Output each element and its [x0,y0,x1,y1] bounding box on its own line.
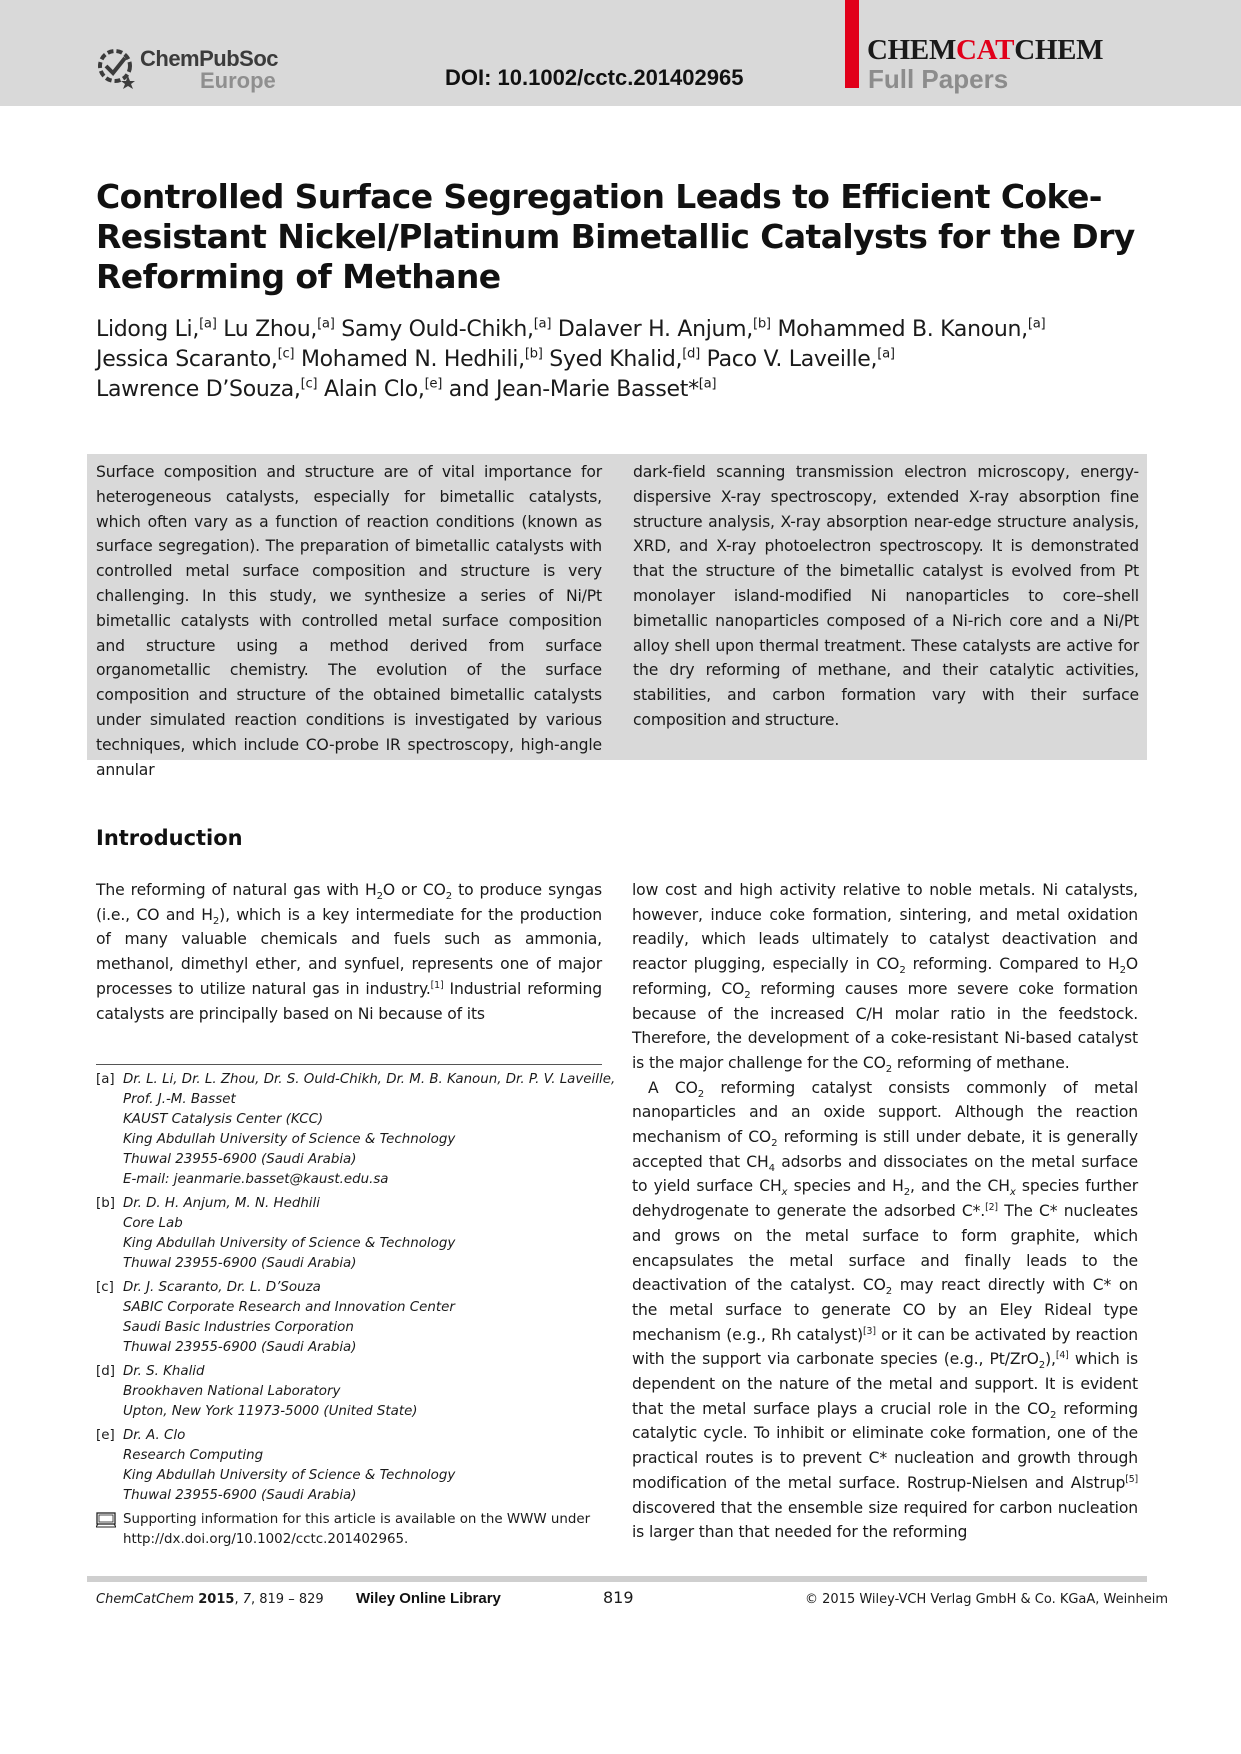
text-run: which is dependent on the nature of the metal and support. It is evident that the metal surface plays a crucial role in the CO [632,1350,1138,1418]
intro-right-paragraph-2 [632,1076,1138,1545]
citation-mark[interactable]: [2] [985,1201,998,1213]
footnote-line: Prof. J.-M. Basset [123,1092,236,1107]
author-line [96,375,1176,405]
supporting-info-link[interactable]: http://dx.doi.org/10.1002/cctc.201402965. [123,1532,409,1547]
footnote-line: King Abdullah University of Science & Technology [123,1236,456,1251]
footnote-line: Saudi Basic Industries Corporation [123,1320,354,1335]
footer-volume: 7 [242,1592,251,1607]
footer-bar [87,1576,1147,1582]
citation-mark[interactable]: [5] [1125,1473,1138,1485]
footnote-line: Dr. S. Khalid [123,1364,205,1379]
text-run: A CO [648,1078,698,1097]
text-run: ), which is a key intermediate for the production of many valuable chemicals and fuels such as ammonia, methanol, dimethyl ether, and synfuel, represents one of major processes to utilize natural gas in industry. [96,905,602,998]
text-run: to produce syngas (i.e., CO and H [96,881,602,924]
article-doi: DOI: 10.1002/cctc.201402965 [445,65,744,90]
text-run: 2 [697,1088,705,1100]
author-affiliation-mark: [a] [1027,316,1046,332]
citation-mark[interactable]: [1] [430,979,444,991]
journal-name [867,34,1103,67]
intro-right-paragraph-1 [632,878,1138,1076]
computer-icon [96,1512,116,1528]
section-heading-introduction: Introduction [96,826,243,850]
footnote-list [96,1070,616,1506]
author-line [96,315,1176,345]
author-name: Mohammed B. Kanoun, [770,317,1028,342]
text-run: reforming causes more severe coke formation because of the increased C/H molar ratio in the feedstock. Therefore, the development of a coke-resistant Ni-based catalyst is the major challenge for the CO [632,979,1138,1072]
text-run: 2 [771,1138,778,1150]
chempubsoc-logo [96,44,286,96]
author-name: Lidong Li, [96,317,200,342]
text-run: 2 [376,891,383,903]
text-run: low cost and high activity relative to noble metals. Ni catalysts, however, induce coke formation, sintering, and metal oxidation readily, which leads ultimately to catalyst deactivation and reactor plugging, especially in CO [632,881,1138,974]
footnote-line: Dr. A. Clo [123,1428,186,1443]
text-run: The C* nucleates and grows on the metal surface to form graphite, which encapsulates the metal surface and finally leads to the deactivation of the catalyst. CO [632,1202,1139,1295]
text-run: species further dehydrogenate to generate the adsorbed C*. [632,1177,1139,1221]
footnote-line: Dr. L. Li, Dr. L. Zhou, Dr. S. Ould-Chikh, Dr. M. B. Kanoun, Dr. P. V. Laveille, [123,1072,616,1087]
text-run: 2 [1038,1360,1046,1372]
footnote-line[interactable]: E-mail: jeanmarie.basset@kaust.edu.sa [123,1172,389,1187]
page-header [0,0,1241,106]
page-number: 819 [603,1588,634,1607]
journal-accent-bar [845,0,859,88]
text-run: reforming catalyst consists commonly of metal nanoparticles and an oxide support. Although the reaction mechanism of CO [632,1078,1138,1147]
footnote-tag: [c] [96,1280,114,1295]
citation-mark[interactable]: [4] [1055,1350,1069,1362]
abstract-right-column: dark-field scanning transmission electron microscopy, energy-dispersive X-ray spectroscopy, extended X-ray absorption fine structure analysis, X-ray absorption near-edge structure analysis, XRD, and X-ray photoelectron spectroscopy. It is demonstrated that the structure of the bimetallic catalyst is evolved from Pt monolayer island-modified Ni nanoparticles to core–shell bimetallic nanoparticles composed of a Ni-rich core and a Ni/Pt alloy shell upon thermal treatment. These catalysts are active for the dry reforming of methane, and their catalytic activities, stabilities, and carbon formation vary with their surface composition and structure. [633,463,1139,729]
citation-mark[interactable]: [3] [863,1325,876,1337]
footnote-tag: [d] [96,1364,115,1379]
footnote-line: Thuwal 23955-6900 (Saudi Arabia) [123,1488,357,1503]
abstract-left-column: Surface composition and structure are of vital importance for heterogeneous catalysts, especially for bimetallic catalysts, which often vary as a function of reaction conditions (known as surface segregation). The preparation of bimetallic catalysts with controlled metal surface composition and structure is very challenging. In this study, we synthesize a series of Ni/Pt bimetallic catalysts with controlled metal surface composition and structure using a method derived from surface organometallic chemistry. The evolution of the surface composition and structure of the obtained bimetallic catalysts under simulated reaction conditions is investigated by various techniques, which include CO-probe IR spectroscopy, high-angle annular [96,463,602,779]
text-run: discovered that the ensemble size required for carbon nucleation is larger than that needed for the reforming [632,1498,1138,1542]
author-name: and Jean-Marie Basset* [442,377,699,402]
text-run: 2 [885,1064,893,1076]
text-run: 2 [744,989,751,1001]
footnote-line: SABIC Corporate Research and Innovation Center [123,1300,455,1315]
footnote-body [123,1070,616,1190]
footnote-line: Dr. J. Scaranto, Dr. L. D’Souza [123,1280,321,1295]
text-run: reforming catalytic cycle. To inhibit or eliminate coke formation, one of the practical routes is to prevent C* nucleation and growth through modification of the metal surface. Rostrup-Nielsen and Alstrup [632,1399,1139,1492]
supporting-info-text: Supporting information for this article is available on the WWW under [123,1512,591,1527]
author-affiliation-mark: [a] [317,316,335,332]
text-run: 2 [899,965,906,977]
author-affiliation-mark: [c] [277,346,295,362]
footnote-line: KAUST Catalysis Center (KCC) [123,1112,324,1127]
text-run: 2 [1119,965,1126,977]
abstract-box [87,454,1147,779]
author-name: Lu Zhou, [216,317,318,342]
text-run: x [1009,1187,1016,1199]
chempubsoc-logo-icon [96,46,136,90]
footnote-body [123,1194,606,1274]
affiliation-footnotes [96,1070,616,1550]
text-run: 2 [212,915,220,927]
author-name: Alain Clo, [317,377,425,402]
text-run: may react directly with C* on the metal surface to generate CO by an Eley Rideal type mechanism (e.g., Rh catalyst) [632,1276,1138,1344]
journal-name-part1: CHEM [867,34,957,66]
author-name: Lawrence D’Souza, [96,377,301,402]
footnote-divider [96,1064,602,1065]
author-affiliation-mark: [d] [682,346,700,362]
footnote-item [96,1278,606,1358]
text-run: or it can be activated by reaction with the support via carbonate species (e.g., Pt/ZrO [632,1325,1138,1369]
footnote-line: Upton, New York 11973-5000 (United State) [123,1404,418,1419]
text-run: The reforming of natural gas with H [96,881,377,899]
intro-right-column [632,878,1138,1545]
footnote-tag: [e] [96,1428,115,1443]
paper-type: Full Papers [868,64,1009,94]
text-run: reforming is still under debate, it is generally accepted that CH [632,1128,1138,1171]
text-run: reforming of methane. [892,1053,1070,1072]
author-list [96,315,1176,405]
footnote-line: King Abdullah University of Science & Technology [123,1132,456,1147]
author-name: Syed Khalid, [542,347,683,372]
text-run: species and H [787,1177,904,1196]
footer-publisher-site[interactable]: Wiley Online Library [356,1590,501,1607]
text-run: O reforming, CO [632,955,1139,998]
footer-citation: ChemCatChem 2015, 7, 819 – 829 [96,1592,324,1607]
supporting-information-note [96,1510,606,1550]
footnote-tag: [b] [96,1196,115,1211]
journal-name-part3: CHEM [1014,34,1104,66]
author-affiliation-mark: [c] [300,376,318,392]
footnote-line: Thuwal 23955-6900 (Saudi Arabia) [123,1152,357,1167]
footnote-line: Research Computing [123,1448,264,1463]
footnote-line: Brookhaven National Laboratory [123,1384,341,1399]
author-name: Jessica Scaranto, [96,347,278,372]
author-affiliation-mark: [b] [524,346,543,362]
text-run: 2 [445,891,452,903]
footnote-line: King Abdullah University of Science & Technology [123,1468,456,1483]
author-line [96,345,1176,375]
author-name: Samy Ould-Chikh, [334,317,534,342]
intro-left-paragraph [96,878,602,1026]
author-affiliation-mark: [a] [533,316,552,332]
author-affiliation-mark: [a] [877,346,895,362]
text-run: 2 [885,1286,893,1298]
footnote-line: Core Lab [123,1216,183,1231]
text-run: O or CO [382,881,446,899]
text-run: adsorbs and dissociates on the metal surface to yield surface CH [632,1152,1138,1196]
footnote-item [96,1362,606,1422]
footnote-line: Thuwal 23955-6900 (Saudi Arabia) [123,1340,357,1355]
footnote-body [123,1278,606,1358]
logo-text-europe: Europe [200,68,276,93]
footnote-item [96,1070,616,1190]
author-name: Mohamed N. Hedhili, [294,347,525,372]
text-run: 2 [1049,1409,1057,1421]
footnote-line: Dr. D. H. Anjum, M. N. Hedhili [123,1196,320,1211]
author-affiliation-mark: [a] [199,316,217,332]
footnote-body [123,1426,606,1506]
text-run: x [781,1187,788,1199]
author-affiliation-mark: [a] [698,376,717,392]
text-run: 4 [768,1162,775,1174]
footnote-line: Thuwal 23955-6900 (Saudi Arabia) [123,1256,357,1271]
author-affiliation-mark: [b] [753,316,771,332]
author-name: Dalaver H. Anjum, [551,317,754,342]
text-run: reforming. Compared to H [905,955,1120,974]
footer-year: 2015 [198,1592,235,1607]
footnote-item [96,1426,606,1506]
text-run: ), [1045,1350,1056,1369]
text-run: 2 [903,1187,910,1199]
author-name: Paco V. Laveille, [699,347,878,372]
footnote-item [96,1194,606,1274]
footer-journal-name: ChemCatChem [96,1592,195,1607]
footer-pages: , 819 – 829 [250,1592,324,1607]
logo-text-chempubsoc: ChemPubSoc [140,46,279,71]
text-run: Industrial reforming catalysts are principally based on Ni because of its [96,979,603,1023]
footnote-tag: [a] [96,1072,115,1087]
journal-name-part2: CAT [956,34,1015,66]
article-title: Controlled Surface Segregation Leads to Efficient Coke-Resistant Nickel/Platinum Bimetallic Catalysts for the Dry Reforming of Methane [96,177,1135,296]
text-run: , and the CH [910,1177,1010,1196]
author-affiliation-mark: [e] [424,376,443,392]
footer-copyright: © 2015 Wiley-VCH Verlag GmbH & Co. KGaA, Weinheim [805,1592,1169,1607]
footnote-body [123,1362,606,1422]
